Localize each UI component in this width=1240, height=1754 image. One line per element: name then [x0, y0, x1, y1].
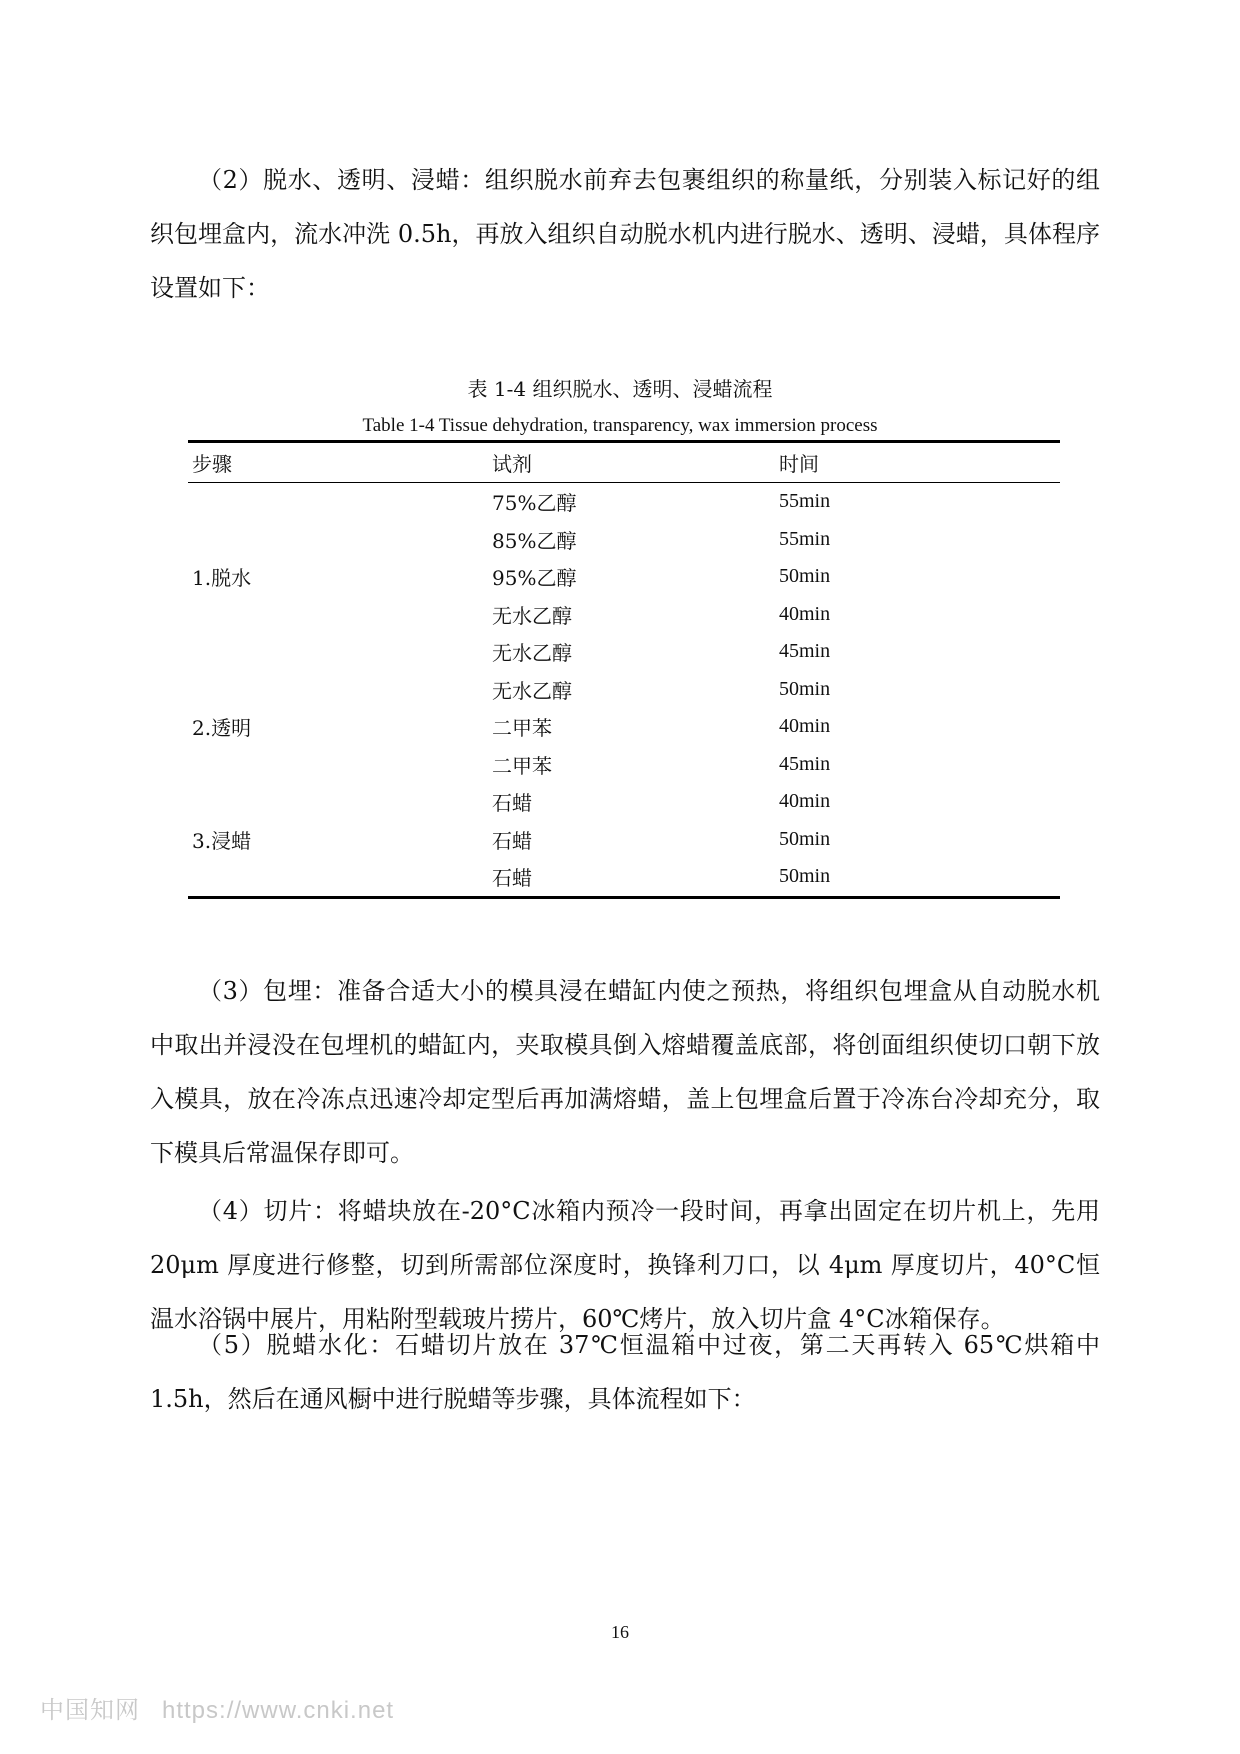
watermark-brand: 中国知网	[40, 1696, 140, 1724]
cnki-watermark	[40, 1690, 394, 1725]
cell-reagent: 二甲苯	[492, 716, 552, 741]
table-row	[188, 746, 1060, 784]
page-number: 16	[611, 1622, 629, 1642]
cell-step	[188, 858, 492, 897]
cell-time: 55min	[779, 527, 831, 550]
cell-step	[188, 633, 492, 671]
table-row	[188, 858, 1060, 897]
table-row	[188, 596, 1060, 634]
cell-time: 45min	[779, 640, 831, 663]
header-time: 时间	[779, 454, 819, 476]
cell-time: 40min	[779, 790, 831, 813]
cell-time: 50min	[779, 858, 1060, 897]
paragraph-embedding: （3）包埋：准备合适大小的模具浸在蜡缸内使之预热，将组织包埋盒从自动脱水机中取出并浸没在包埋机的蜡缸内，夹取模具倒入熔蜡覆盖底部，将创面组织使切口朝下放入模具，放在冷冻点迅速冷却定型后再加满熔蜡，盖上包埋盒后置于冷冻台冷却充分，取下模具后常温保存即可。	[150, 977, 1100, 1167]
cell-reagent: 无水乙醇	[492, 603, 572, 628]
paragraph-sectioning: （4）切片：将蜡块放在-20°C冰箱内预冷一段时间，再拿出固定在切片机上，先用 20μm 厚度进行修整，切到所需部位深度时，换锋利刀口，以 4μm 厚度切片，40°C恒温水浴锅中展片，用粘附型载玻片捞片，60℃烤片，放入切片盒 4°C冰箱保存。	[150, 1197, 1100, 1333]
cell-reagent: 石蜡	[492, 828, 532, 853]
cell-step	[188, 671, 492, 709]
cell-time: 45min	[779, 752, 831, 775]
cell-time: 50min	[779, 565, 831, 588]
cell-reagent: 95%乙醇	[492, 566, 577, 591]
cell-step: 3.浸蜡	[192, 828, 252, 853]
cell-reagent: 无水乙醇	[492, 641, 572, 666]
table-row	[188, 633, 1060, 671]
cell-step	[188, 783, 492, 821]
cell-time: 40min	[779, 715, 831, 738]
cell-step	[188, 596, 492, 634]
cell-step	[188, 521, 492, 559]
cell-step	[188, 483, 492, 521]
watermark-url: https://www.cnki.net	[162, 1697, 395, 1724]
cell-reagent: 二甲苯	[492, 753, 552, 778]
cell-time: 50min	[779, 827, 831, 850]
table-row	[188, 521, 1060, 559]
table-row	[188, 821, 1060, 859]
table-header-row	[188, 442, 1060, 483]
cell-reagent: 75%乙醇	[492, 491, 577, 516]
cell-time: 50min	[779, 677, 831, 700]
table-row	[188, 783, 1060, 821]
cell-step: 1.脱水	[192, 566, 252, 591]
cell-time: 40min	[779, 602, 831, 625]
cell-step: 2.透明	[192, 716, 252, 741]
process-table	[188, 440, 1060, 899]
cell-time: 55min	[779, 490, 831, 513]
header-reagent: 试剂	[492, 452, 532, 476]
header-step: 步骤	[192, 452, 232, 476]
table-caption-chinese: 表 1-4 组织脱水、透明、浸蜡流程	[467, 377, 773, 401]
paragraph-dewaxing: （5）脱蜡水化：石蜡切片放在 37℃恒温箱中过夜，第二天再转入 65℃烘箱中 1.5h，然后在通风橱中进行脱蜡等步骤，具体流程如下：	[150, 1331, 1100, 1413]
paragraph-dehydration: （2）脱水、透明、浸蜡：组织脱水前弃去包裹组织的称量纸，分别装入标记好的组织包埋盒内，流水冲洗 0.5h，再放入组织自动脱水机内进行脱水、透明、浸蜡，具体程序设置如下：	[150, 166, 1100, 302]
table-row	[188, 558, 1060, 596]
table-row	[188, 708, 1060, 746]
table-row	[188, 483, 1060, 521]
cell-reagent: 无水乙醇	[492, 678, 572, 703]
table-row	[188, 671, 1060, 709]
cell-reagent: 石蜡	[492, 791, 532, 816]
cell-reagent: 85%乙醇	[492, 528, 577, 553]
cell-step	[188, 746, 492, 784]
table-caption-english: Table 1-4 Tissue dehydration, transparency, wax immersion process	[362, 415, 878, 436]
cell-reagent: 石蜡	[492, 858, 779, 897]
